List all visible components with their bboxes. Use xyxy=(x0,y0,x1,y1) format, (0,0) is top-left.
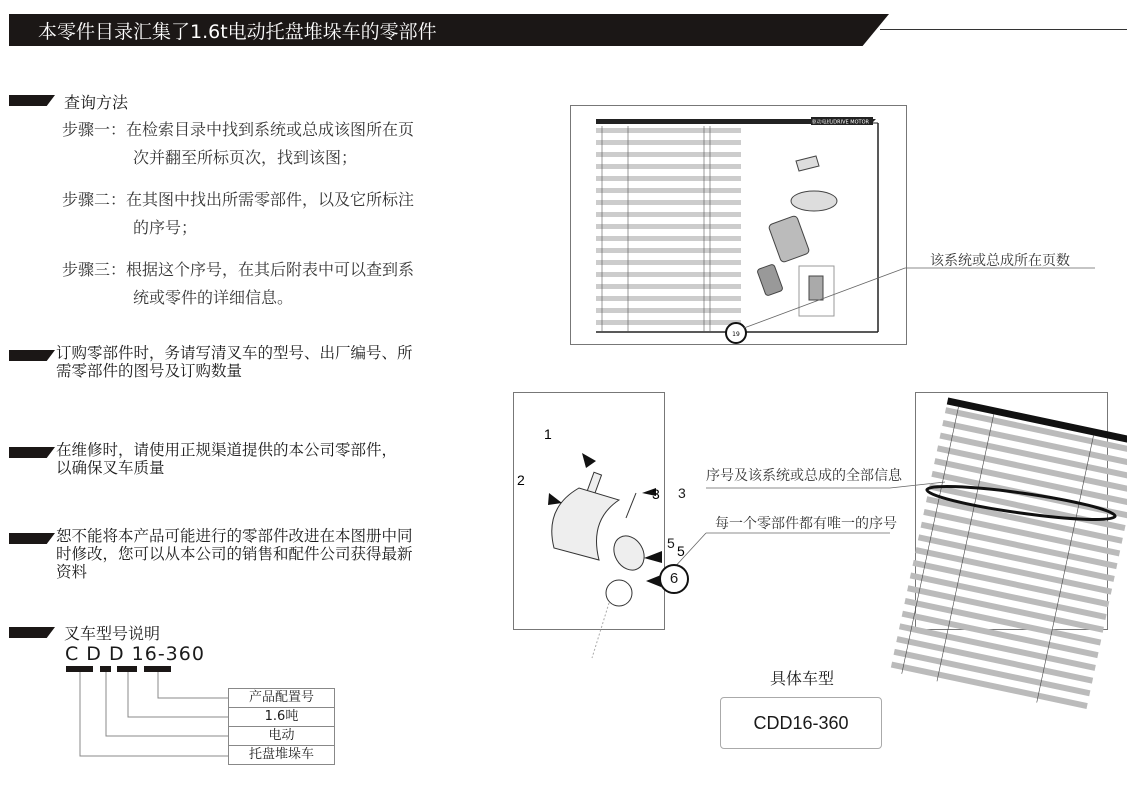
table-stripe xyxy=(596,152,741,157)
step-text: 在其图中找出所需零部件，以及它所标注 xyxy=(126,190,415,209)
table-stripe xyxy=(596,308,741,313)
step-text: 次并翻至所标页次，找到该图； xyxy=(133,148,358,167)
part-number: 1 xyxy=(544,426,552,442)
part-number: 3 xyxy=(678,485,686,501)
table-stripe xyxy=(596,212,741,217)
table-stripe xyxy=(596,140,741,145)
table-stripe xyxy=(596,128,741,133)
model-code: C D D 16-360 xyxy=(65,643,205,665)
system-name-label: 驱动电机/DRIVE MOTOR xyxy=(811,119,869,126)
table-stripe xyxy=(596,224,741,229)
query-heading: 查询方法 xyxy=(64,93,129,112)
step-label: 步骤一： xyxy=(62,120,127,139)
step-text: 在检索目录中找到系统或总成该图所在页 xyxy=(126,120,415,139)
table-stripe xyxy=(596,248,741,253)
table-stripe xyxy=(596,284,741,289)
callout-full-info: 序号及该系统或总成的全部信息 xyxy=(706,468,902,484)
step-label: 步骤二： xyxy=(62,190,127,209)
table-stripe xyxy=(596,200,741,205)
step-text: 根据这个序号，在其后附表中可以查到系 xyxy=(126,260,415,279)
table-stripe xyxy=(596,296,741,301)
code-part-power: 电动 xyxy=(228,726,335,746)
note-line: 在维修时，请使用正规渠道提供的本公司零部件， xyxy=(56,441,398,459)
table-stripe xyxy=(596,272,741,277)
step-label: 步骤三： xyxy=(62,260,127,279)
table-stripe xyxy=(596,260,741,265)
note-line: 订购零部件时，务请写清叉车的型号、出厂编号、所 xyxy=(56,344,413,362)
exploded-view-image xyxy=(513,392,685,630)
callout-page-number: 该系统或总成所在页数 xyxy=(930,253,1070,269)
part-number: 5 xyxy=(677,543,685,559)
part-number: 5 xyxy=(667,535,675,551)
table-stripe xyxy=(596,176,741,181)
catalog-page-drawing xyxy=(571,106,906,344)
table-stripe xyxy=(596,236,741,241)
model-value-box: CDD16-360 xyxy=(720,697,882,749)
callout-unique-number: 每一个零部件都有唯一的序号 xyxy=(715,516,897,532)
parts-table-drawing xyxy=(916,393,1107,629)
note-line: 恕不能将本产品可能进行的零部件改进在本图册中同 xyxy=(56,527,413,545)
part-number: 2 xyxy=(517,472,525,488)
exploded-view-drawing xyxy=(514,393,685,629)
table-stripe xyxy=(596,188,741,193)
note-line: 时修改，您可以从本公司的销售和配件公司获得最新 xyxy=(56,545,413,563)
part-number-6-circled: 6 xyxy=(659,564,689,594)
note-line: 以确保叉车质量 xyxy=(56,459,165,477)
model-label: 具体车型 xyxy=(770,669,835,688)
step-text: 统或零件的详细信息。 xyxy=(133,288,294,307)
code-part-config: 产品配置号 xyxy=(228,688,335,708)
part-number: 3 xyxy=(652,486,660,502)
table-stripe xyxy=(596,164,741,169)
note-line: 需零部件的图号及订购数量 xyxy=(56,362,243,380)
step-text: 的序号； xyxy=(133,218,198,237)
code-part-capacity: 1.6吨 xyxy=(228,707,335,727)
code-part-type: 托盘堆垛车 xyxy=(228,745,335,765)
model-explain-heading: 叉车型号说明 xyxy=(64,624,161,643)
page-title: 本零件目录汇集了1.6t电动托盘堆垛车的零部件 xyxy=(38,21,437,43)
table-stripe xyxy=(596,320,741,325)
code-connector-lines xyxy=(0,0,400,786)
catalog-page-image xyxy=(570,105,907,345)
header-rule xyxy=(880,29,1127,30)
note-line: 资料 xyxy=(56,563,88,581)
page-number-marker: 19 xyxy=(732,331,740,338)
fig-label: 图19/FIG.19 xyxy=(581,116,587,117)
parts-table-image xyxy=(915,392,1108,630)
